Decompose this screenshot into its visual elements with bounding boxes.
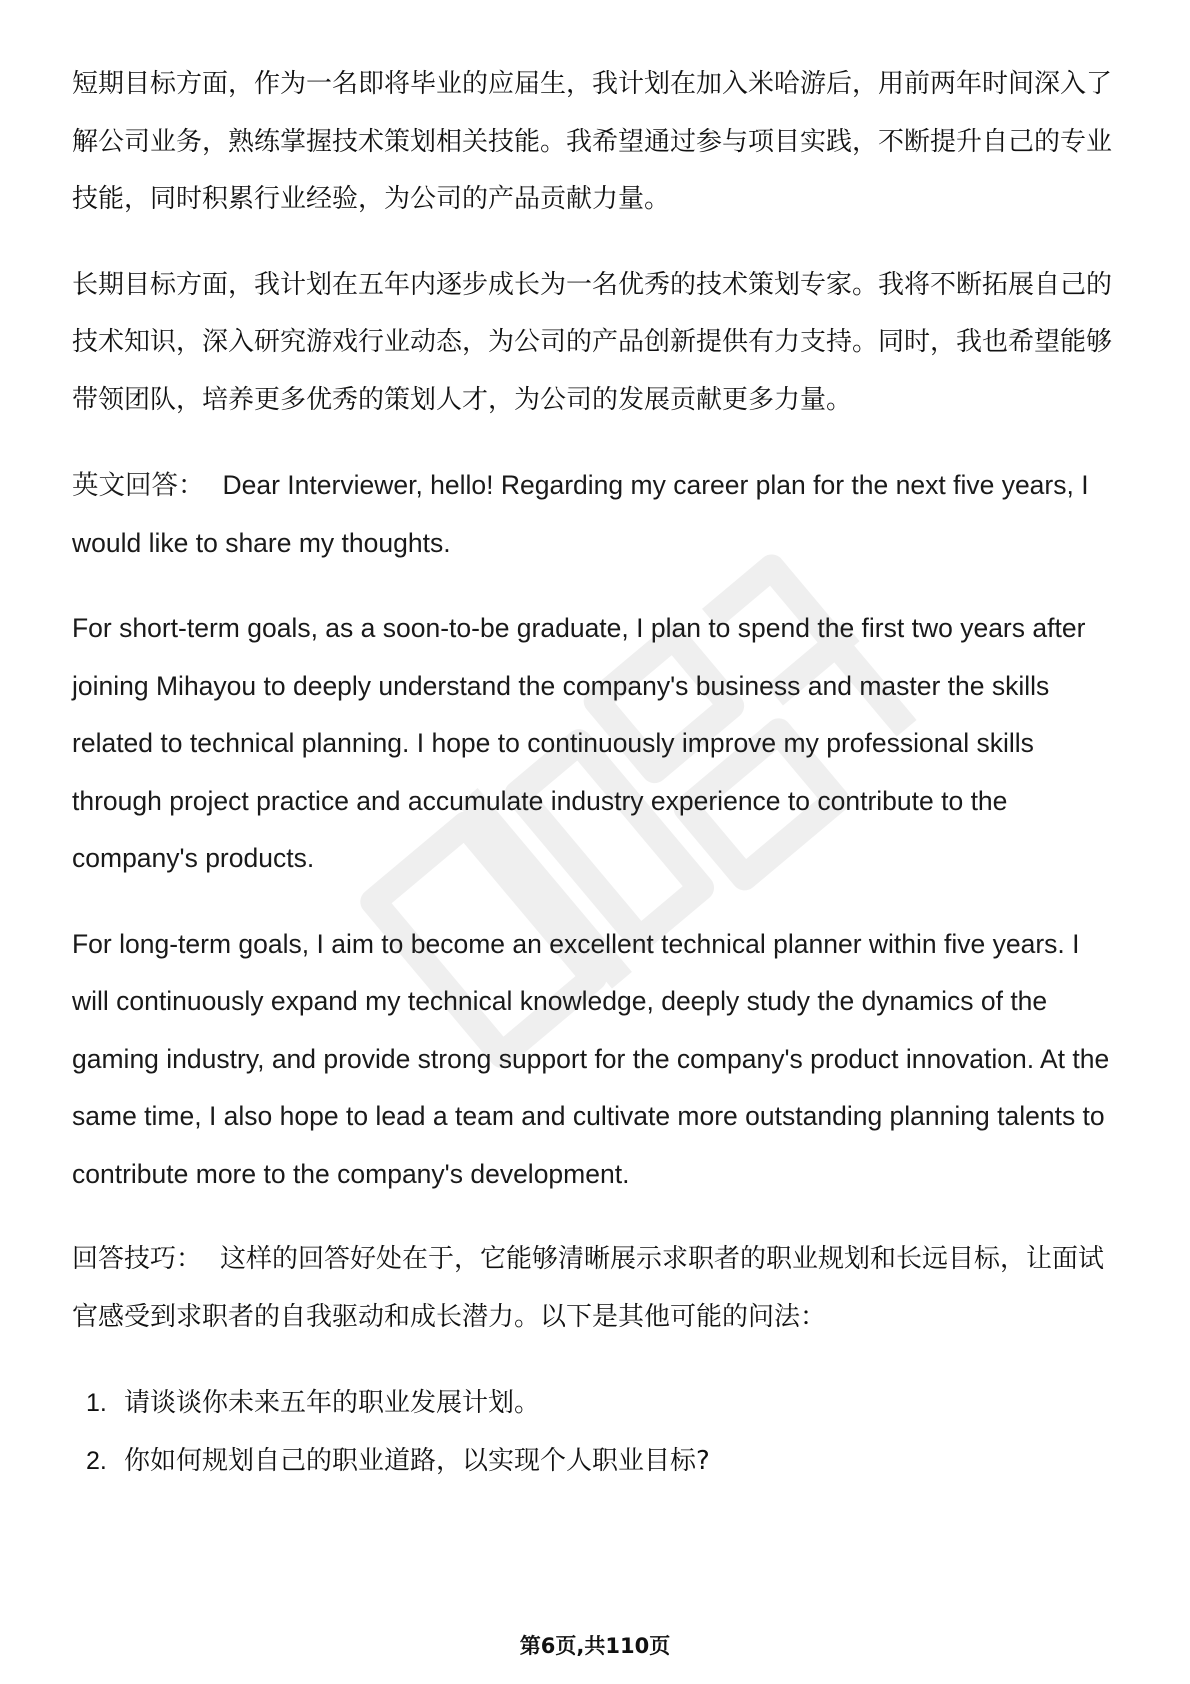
short-term-goals-zh: 短期目标方面，作为一名即将毕业的应届生，我计划在加入米哈游后，用前两年时间深入了解公司业务，熟练掌握技术策划相关技能。我希望通过参与项目实践，不断提升自己的专业技能，同时积累行业经验，为公司的产品贡献力量。 [72, 69, 1113, 214]
list-item [72, 1374, 1118, 1432]
english-answer-label: 英文回答： [72, 470, 205, 501]
english-answer-intro [72, 457, 1118, 572]
long-term-goals-zh: 长期目标方面，我计划在五年内逐步成长为一名优秀的技术策划专家。我将不断拓展自己的技术知识，深入研究游戏行业动态，为公司的产品创新提供有力支持。同时，我也希望能够带领团队，培养更多优秀的策划人才，为公司的发展贡献更多力量。 [72, 269, 1113, 415]
short-term-goals-en: For short-term goals, as a soon-to-be graduate, I plan to spend the first two years after joining Mihayou to deeply understand the company's business and master the skills related to technical planning. I hope to continuously improve my professional skills through project practice and accumulate industry experience to contribute to the company's products. [72, 613, 1086, 873]
english-answer-intro-text: Dear Interviewer, hello! Regarding my career plan for the next five years, I would like to share my thoughts. [72, 470, 1089, 558]
list-item-number: 1. [86, 1389, 107, 1417]
list-item-text: 你如何规划自己的职业道路，以实现个人职业目标? [124, 1446, 710, 1476]
document-page [72, 56, 1118, 1490]
long-term-goals-en: For long-term goals, I aim to become an excellent technical planner within five years. I will continuously expand my technical knowledge, deeply study the dynamics of the gaming industry, and provide strong support for the company's product innovation. At the same time, I also hope to lead a team and cultivate more outstanding planning talents to contribute more to the company's development. [72, 928, 1110, 1189]
alternative-questions-list [72, 1374, 1118, 1490]
answer-tips-label: 回答技巧： [72, 1244, 203, 1274]
list-item-number: 2. [86, 1447, 107, 1475]
page-footer: 第6页,共110页 [519, 1634, 671, 1658]
answer-tips-text: 这样的回答好处在于，它能够清晰展示求职者的职业规划和长远目标，让面试官感受到求职者的自我驱动和成长潜力。以下是其他可能的问法： [72, 1244, 1105, 1332]
answer-tips [72, 1231, 1118, 1346]
list-item [72, 1432, 1118, 1490]
list-item-text: 请谈谈你未来五年的职业发展计划。 [124, 1388, 541, 1418]
